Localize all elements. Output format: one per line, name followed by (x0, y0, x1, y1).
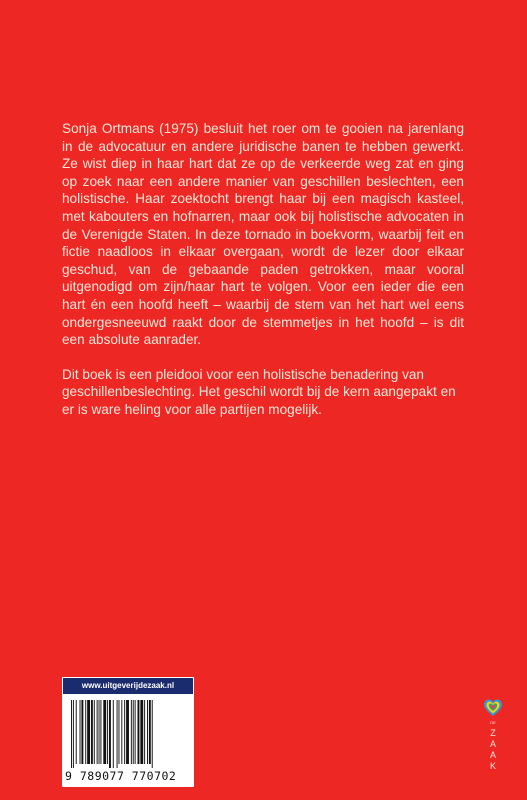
heart-icon (483, 698, 503, 718)
barcode-bar (124, 700, 125, 764)
barcode-bar (100, 700, 101, 764)
publisher-url: www.uitgeverijdezaak.nl (63, 678, 193, 694)
barcode-bar (135, 700, 136, 764)
barcode-bar (85, 700, 86, 764)
barcode-bar (91, 700, 93, 764)
blurb-paragraph-1: Sonja Ortmans (1975) besluit het roer om te gooien na jarenlang in de advocatuur en andere juridische banen te hebben gewerkt. Ze wist diep in haar hart dat ze op de verkeerde weg zat en ging op zoek naar een andere manier van geschillen beslechten, een holistische. Haar zoektocht brengt haar bij een magisch kasteel, met kabouters en hofnarren, maar ook bij holistische advocaten in de Verenigde Staten. In deze tornado in boekvorm, waarbij feit en fictie naadloos in elkaar overgaan, wordt de lezer door elkaar geschud, van de gebaande paden getrokken, maar vooral uitgenodigd om zijn/haar hart te volgen. Voor een ieder die een hart én een hoofd heeft – waarbij de stem van het hart wel eens ondergesneeuwd raakt door de stemmetjes in het hoofd – is dit een absolute aanrader. (62, 121, 464, 348)
back-cover-blurb (62, 120, 464, 419)
barcode-bar (119, 700, 120, 764)
barcode-bar (133, 700, 134, 764)
barcode-bar (76, 700, 77, 764)
barcode-bar (117, 700, 118, 768)
logo-letter: K (489, 761, 496, 771)
barcode-bar (131, 700, 132, 764)
barcode-bar (140, 700, 143, 764)
barcode-bar (103, 700, 106, 764)
barcode-bar (94, 700, 95, 764)
barcode-bar (97, 700, 98, 764)
barcode-bar (152, 700, 153, 768)
blurb-paragraph-2: Dit boek is een pleidooi voor een holistische benadering van geschillenbeslechting. Het geschil wordt bij de kern aangepakt en er is ware heling voor alle partijen mogelijk. (62, 366, 456, 417)
publisher-logo (483, 698, 503, 798)
barcode-bars (71, 700, 185, 768)
barcode-bar (126, 700, 129, 764)
logo-zaak-text (483, 728, 503, 772)
barcode-bar (107, 700, 108, 764)
barcode-bar (71, 700, 72, 768)
barcode-bar (113, 700, 114, 768)
barcode-bar (99, 700, 100, 764)
barcode-bar (121, 700, 122, 764)
isbn-number: 9 789077 770702 (65, 769, 177, 783)
barcode-bar (81, 700, 83, 764)
barcode-bar (147, 700, 148, 764)
logo-letter: Z (490, 728, 496, 738)
barcode-bar (144, 700, 145, 764)
barcode-bar (138, 700, 140, 764)
barcode-bar (87, 700, 90, 764)
logo-letter: A (489, 739, 496, 749)
barcode-bar (80, 700, 81, 764)
barcode-bar (73, 700, 74, 768)
logo-de-text: DE (490, 720, 496, 725)
barcode-bar (109, 700, 111, 768)
isbn-barcode (62, 677, 194, 787)
logo-letter: A (489, 750, 496, 760)
barcode-bar (149, 700, 151, 764)
